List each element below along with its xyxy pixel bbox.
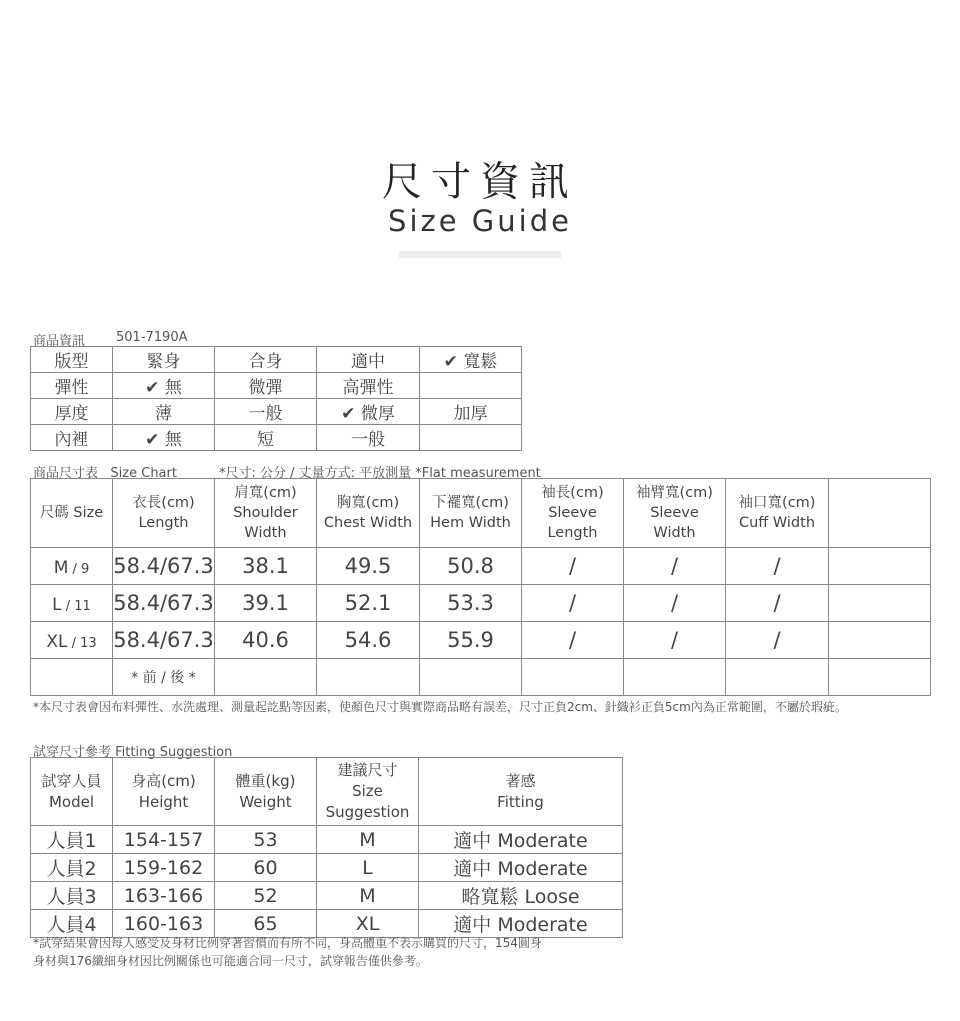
measurement-cell: 53.3 bbox=[420, 585, 522, 622]
header-line: Fitting bbox=[497, 792, 544, 811]
measurement-cell: 49.5 bbox=[317, 548, 420, 585]
header-line: 下襬寬(cm) bbox=[432, 495, 509, 511]
attribute-option: 適中 bbox=[317, 347, 420, 373]
fitting-cell: 人員4 bbox=[31, 910, 113, 938]
empty-cell bbox=[726, 659, 829, 696]
header-line: 試穿人員 bbox=[41, 771, 102, 790]
fitting-cell: 人員3 bbox=[31, 882, 113, 910]
product-info-row bbox=[31, 399, 522, 425]
size-chart-row bbox=[31, 585, 931, 622]
header-line: Model bbox=[48, 792, 95, 811]
product-info-row bbox=[31, 425, 522, 451]
empty-cell bbox=[215, 659, 317, 696]
fitting-cell: M bbox=[317, 826, 419, 854]
fitting-header-cell bbox=[31, 758, 113, 826]
measurement-cell bbox=[829, 548, 931, 585]
empty-cell bbox=[31, 659, 113, 696]
measurement-cell: / bbox=[726, 585, 829, 622]
product-info-label: 商品資訊 bbox=[33, 334, 86, 349]
size-chart-row bbox=[31, 548, 931, 585]
page-title-zh: 尺寸資訊 bbox=[382, 159, 578, 205]
header-line: Weight bbox=[239, 792, 292, 811]
attribute-option: 薄 bbox=[113, 399, 215, 425]
product-info-row bbox=[31, 373, 522, 399]
fitting-note-line2: 身材與176纖細身材因比例關係也可能適合同一尺寸，試穿報告僅供參考。 bbox=[33, 954, 428, 968]
measurement-cell: 54.6 bbox=[317, 622, 420, 659]
attribute-option: 合身 bbox=[215, 347, 317, 373]
fitting-cell: L bbox=[317, 854, 419, 882]
header-line: Length bbox=[138, 515, 189, 531]
fitting-cell: 52 bbox=[215, 882, 317, 910]
product-code: 501-7190A bbox=[116, 330, 188, 345]
size-chart-header-cell bbox=[31, 479, 113, 548]
size-chart-footer-row bbox=[31, 659, 931, 696]
measurement-cell bbox=[829, 585, 931, 622]
header-line: Suggestion bbox=[325, 803, 410, 821]
header-line: Sleeve bbox=[548, 505, 597, 521]
empty-cell bbox=[317, 659, 420, 696]
fitting-cell: M bbox=[317, 882, 419, 910]
size-label: M bbox=[53, 558, 69, 578]
size-chart-header-cell bbox=[317, 479, 420, 548]
fitting-header-cell bbox=[419, 758, 623, 826]
measurement-cell: / bbox=[726, 548, 829, 585]
measurement-cell: 39.1 bbox=[215, 585, 317, 622]
measurement-cell: / bbox=[726, 622, 829, 659]
size-label-cell bbox=[31, 585, 113, 622]
title-divider bbox=[399, 251, 561, 258]
header-line: 建議尺寸 bbox=[337, 761, 398, 779]
fitting-cell: 65 bbox=[215, 910, 317, 938]
attribute-name: 彈性 bbox=[31, 373, 113, 399]
size-chart-header-cell bbox=[522, 479, 624, 548]
attribute-name: 厚度 bbox=[31, 399, 113, 425]
size-chart-header-row bbox=[31, 479, 931, 548]
fitting-row bbox=[31, 826, 623, 854]
header-line: Shoulder bbox=[233, 505, 298, 521]
attribute-option: 一般 bbox=[317, 425, 420, 451]
fitting-cell: 適中 Moderate bbox=[419, 826, 623, 854]
attribute-name: 內裡 bbox=[31, 425, 113, 451]
front-back-note: * 前 / 後 * bbox=[113, 659, 215, 696]
header-line: Width bbox=[653, 525, 696, 541]
measurement-cell: / bbox=[522, 585, 624, 622]
fitting-row bbox=[31, 882, 623, 910]
fitting-cell: 人員2 bbox=[31, 854, 113, 882]
header-line: 尺碼 Size bbox=[39, 505, 104, 521]
header-line: 袖臂寬(cm) bbox=[636, 485, 713, 501]
measurement-cell: 58.4/67.3 bbox=[113, 585, 215, 622]
measurement-cell: / bbox=[522, 548, 624, 585]
fitting-cell: 53 bbox=[215, 826, 317, 854]
size-chart-label-zh: 商品尺寸表 bbox=[33, 466, 99, 481]
attribute-option: ✔ 寬鬆 bbox=[420, 347, 522, 373]
size-chart-header-cell bbox=[113, 479, 215, 548]
size-number: / 9 bbox=[68, 562, 90, 577]
fitting-cell: 60 bbox=[215, 854, 317, 882]
size-chart-header-cell bbox=[726, 479, 829, 548]
attribute-option: ✔ 無 bbox=[113, 373, 215, 399]
empty-cell bbox=[829, 659, 931, 696]
attribute-option: ✔ 微厚 bbox=[317, 399, 420, 425]
product-info-row bbox=[31, 347, 522, 373]
fitting-header-row bbox=[31, 758, 623, 826]
header-line: 胸寬(cm) bbox=[336, 495, 400, 511]
measurement-cell: 38.1 bbox=[215, 548, 317, 585]
header-line: 著感 bbox=[505, 771, 536, 790]
measurement-cell: / bbox=[522, 622, 624, 659]
attribute-option: 緊身 bbox=[113, 347, 215, 373]
measurement-cell bbox=[829, 622, 931, 659]
attribute-option bbox=[420, 373, 522, 399]
attribute-option: 一般 bbox=[215, 399, 317, 425]
header-line: Hem Width bbox=[430, 515, 511, 531]
page-title-en: Size Guide bbox=[388, 204, 572, 238]
fitting-header-cell bbox=[113, 758, 215, 826]
header-line: Sleeve bbox=[650, 505, 699, 521]
size-label: XL bbox=[46, 632, 68, 652]
header-line: Length bbox=[547, 525, 598, 541]
fitting-cell: 154-157 bbox=[113, 826, 215, 854]
size-chart-header-cell bbox=[829, 479, 931, 548]
size-number: / 13 bbox=[67, 636, 97, 651]
size-chart-header-cell bbox=[624, 479, 726, 548]
empty-cell bbox=[624, 659, 726, 696]
header-line: Height bbox=[138, 792, 189, 811]
size-disclaimer: *本尺寸表會因布料彈性、水洗處理、測量起訖點等因素，使顏色尺寸與實際商品略有誤差，尺寸正負2cm、針織衫正負5cm內為正常範圍，不屬於瑕疵。 bbox=[33, 700, 847, 714]
measurement-cell: / bbox=[624, 585, 726, 622]
size-chart-row bbox=[31, 622, 931, 659]
header-line: Size bbox=[352, 782, 383, 800]
measurement-cell: 55.9 bbox=[420, 622, 522, 659]
fitting-cell: 163-166 bbox=[113, 882, 215, 910]
header-line: 身高(cm) bbox=[131, 771, 196, 790]
fitting-table bbox=[30, 757, 623, 938]
fitting-note-line1: *試穿結果會因每人感受及身材比例穿著習慣而有所不同，身高體重不表示購買的尺寸，154圓身 bbox=[33, 936, 542, 950]
header-line: 袖口寬(cm) bbox=[738, 495, 816, 511]
fitting-cell: 人員1 bbox=[31, 826, 113, 854]
measurement-cell: 58.4/67.3 bbox=[113, 622, 215, 659]
size-label-cell bbox=[31, 548, 113, 585]
fitting-row bbox=[31, 854, 623, 882]
measurement-cell: 40.6 bbox=[215, 622, 317, 659]
header-line: Cuff Width bbox=[738, 515, 816, 531]
size-chart-header-cell bbox=[420, 479, 522, 548]
size-label: L bbox=[52, 595, 62, 615]
header-line: 衣長(cm) bbox=[132, 495, 195, 511]
fitting-cell: XL bbox=[317, 910, 419, 938]
measurement-cell: / bbox=[624, 548, 726, 585]
fitting-cell: 159-162 bbox=[113, 854, 215, 882]
product-info-table bbox=[30, 346, 522, 451]
fitting-cell: 適中 Moderate bbox=[419, 910, 623, 938]
attribute-option bbox=[420, 425, 522, 451]
fitting-cell: 略寬鬆 Loose bbox=[419, 882, 623, 910]
fitting-header-cell bbox=[317, 758, 419, 826]
attribute-option: 加厚 bbox=[420, 399, 522, 425]
header-line: 體重(kg) bbox=[235, 771, 296, 790]
fitting-label: 試穿尺寸參考 Fitting Suggestion bbox=[33, 745, 233, 760]
attribute-option: 短 bbox=[215, 425, 317, 451]
header-line: Width bbox=[244, 525, 287, 541]
attribute-option: 微彈 bbox=[215, 373, 317, 399]
size-label-cell bbox=[31, 622, 113, 659]
attribute-option: ✔ 無 bbox=[113, 425, 215, 451]
header-line: 袖長(cm) bbox=[541, 485, 604, 501]
size-chart-table bbox=[30, 478, 931, 696]
fitting-row bbox=[31, 910, 623, 938]
empty-cell bbox=[420, 659, 522, 696]
fitting-cell: 適中 Moderate bbox=[419, 854, 623, 882]
size-number: / 11 bbox=[61, 599, 91, 614]
measurement-cell: 52.1 bbox=[317, 585, 420, 622]
attribute-name: 版型 bbox=[31, 347, 113, 373]
empty-cell bbox=[522, 659, 624, 696]
size-chart-header-cell bbox=[215, 479, 317, 548]
measurement-cell: 58.4/67.3 bbox=[113, 548, 215, 585]
measurement-note: *尺寸: 公分 / 丈量方式: 平放測量 *Flat measurement bbox=[219, 466, 541, 481]
header-line: 肩寬(cm) bbox=[234, 485, 297, 501]
measurement-cell: / bbox=[624, 622, 726, 659]
header-line: Chest Width bbox=[323, 515, 413, 531]
measurement-cell: 50.8 bbox=[420, 548, 522, 585]
size-chart-label-en: Size Chart bbox=[110, 466, 177, 481]
fitting-header-cell bbox=[215, 758, 317, 826]
attribute-option: 高彈性 bbox=[317, 373, 420, 399]
fitting-cell: 160-163 bbox=[113, 910, 215, 938]
